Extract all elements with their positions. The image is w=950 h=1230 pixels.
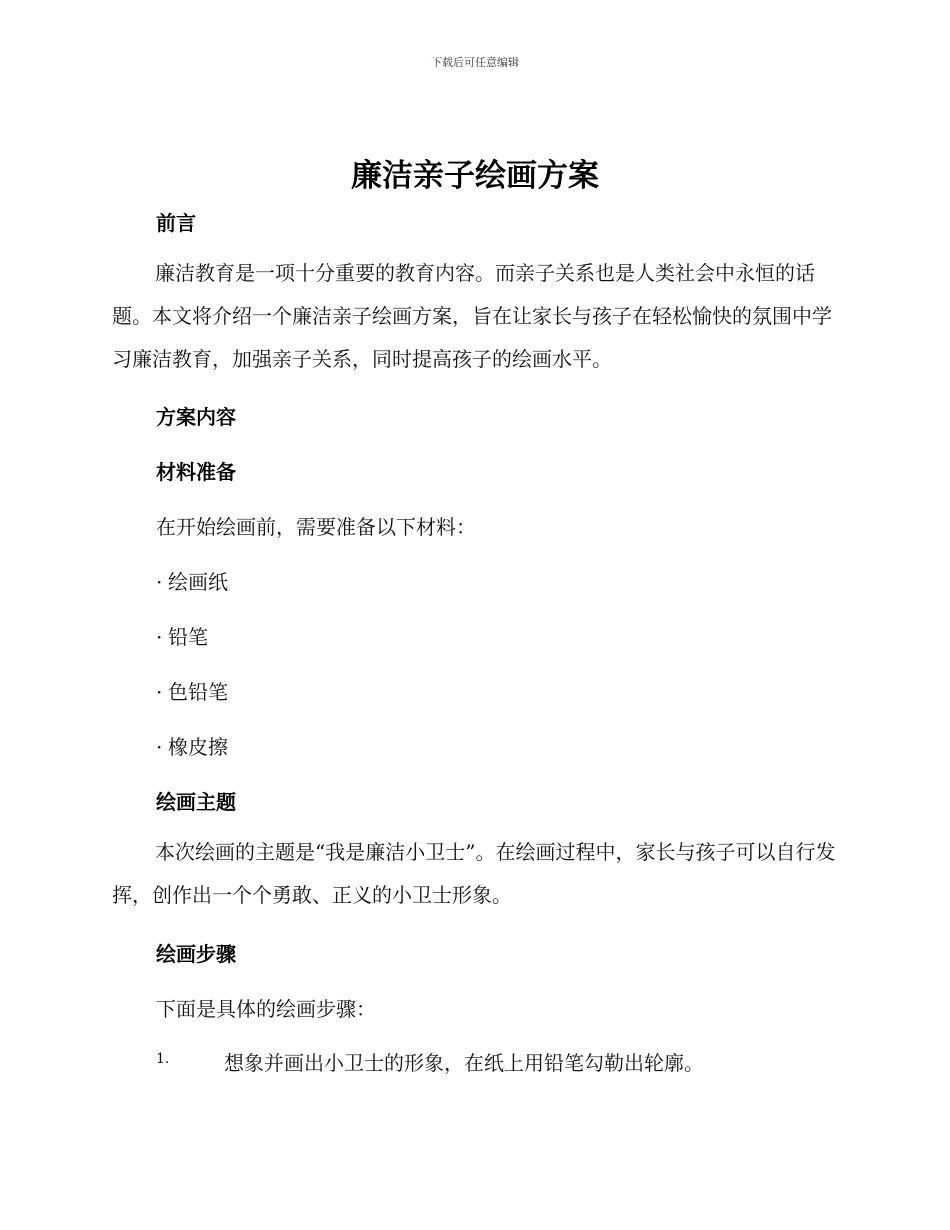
- list-item-label: 橡皮擦: [168, 735, 228, 759]
- steps-heading: 绘画步骤: [156, 942, 236, 966]
- list-item-label: 绘画纸: [168, 570, 228, 594]
- header-note: 下载后可任意编辑: [431, 56, 519, 69]
- list-item: [156, 731, 228, 760]
- intro-heading: 前言: [156, 211, 196, 235]
- step-text: 想象并画出小卫士的形象，在纸上用铅笔勾勒出轮廓。: [224, 1051, 704, 1075]
- bullet-dot-icon: ·: [156, 680, 163, 704]
- steps-lead: 下面是具体的绘画步骤：: [156, 997, 376, 1021]
- list-item-label: 色铅笔: [168, 680, 228, 704]
- theme-heading: 绘画主题: [156, 790, 236, 814]
- bullet-dot-icon: ·: [156, 570, 163, 594]
- list-item: [156, 621, 208, 650]
- intro-paragraph: 廉洁教育是一项十分重要的教育内容。而亲子关系也是人类社会中永恒的话题。本文将介绍一个廉洁亲子绘画方案，旨在让家长与孩子在轻松愉快的氛围中学习廉洁教育，加强亲子关系，同时提高孩子的绘画水平。: [112, 261, 832, 371]
- materials-lead: 在开始绘画前，需要准备以下材料：: [156, 515, 476, 539]
- document-title: 廉洁亲子绘画方案: [351, 158, 599, 194]
- bullet-dot-icon: ·: [156, 735, 163, 759]
- list-item: [156, 676, 228, 705]
- materials-heading: 材料准备: [156, 460, 236, 484]
- theme-paragraph: 本次绘画的主题是“我是廉洁小卫士”。在绘画过程中，家长与孩子可以自行发挥，创作出一个个勇敢、正义的小卫士形象。: [112, 840, 836, 907]
- bullet-dot-icon: ·: [156, 625, 163, 649]
- list-item: [156, 566, 228, 595]
- list-item-label: 铅笔: [168, 625, 208, 649]
- step-number: 1.: [156, 1051, 170, 1067]
- plan-heading: 方案内容: [156, 405, 236, 429]
